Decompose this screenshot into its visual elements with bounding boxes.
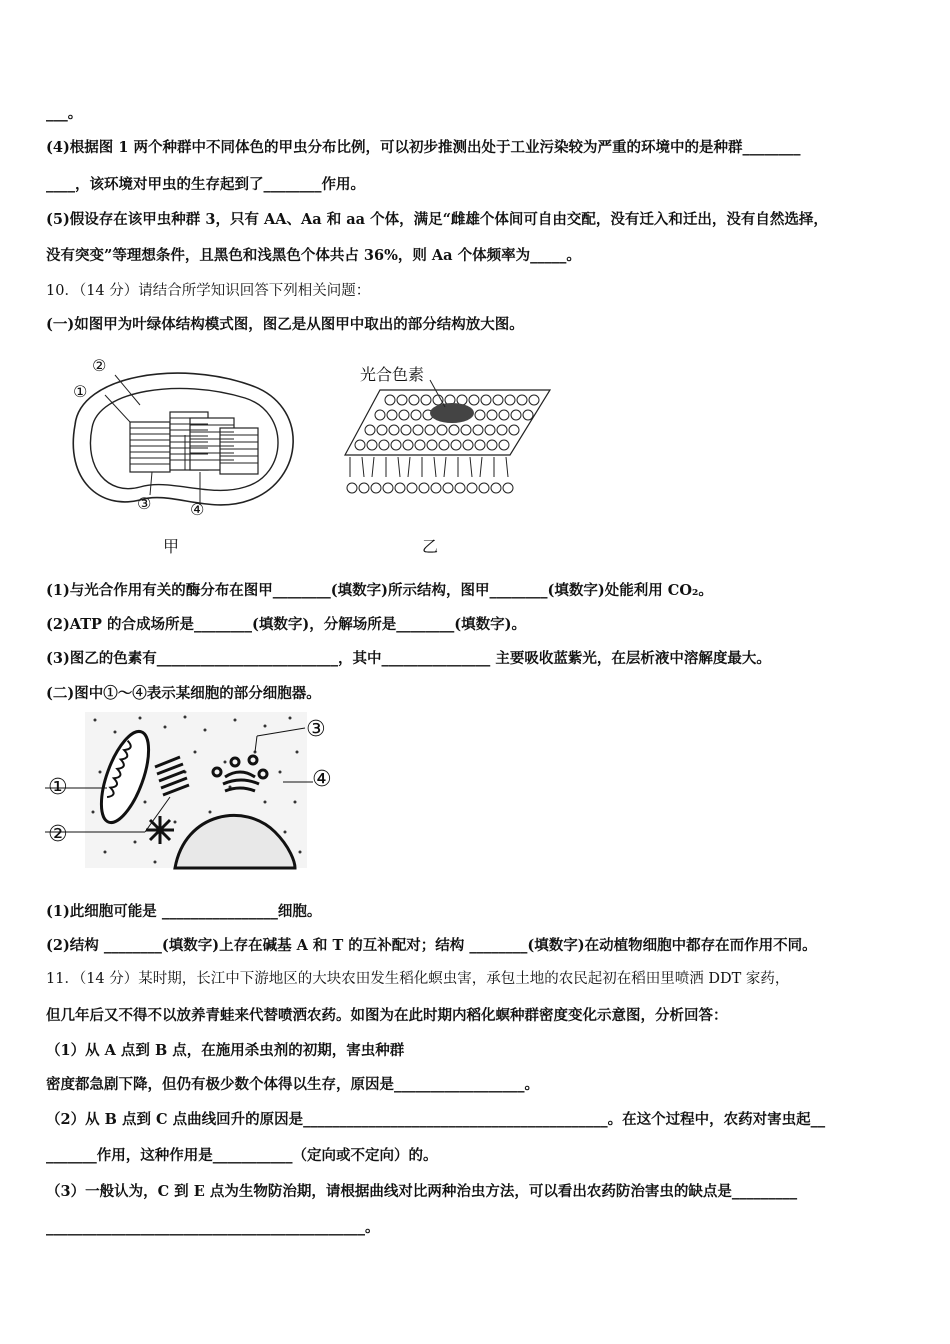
text-line: (5)假设存在该甲虫种群 3，只有 AA、Aa 和 aa 个体，满足“雌雄个体间可自由交配，没有迁入和迁出，没有自然选择， [46, 211, 828, 228]
text-line: (3)图乙的色素有_________________________，其中_______________ 主要吸收蓝紫光，在层析液中溶解度最大。 [46, 650, 771, 667]
text-line: (1)与光合作用有关的酶分布在图甲________(填数字)所示结构，图甲________(填数字)处能利用 CO₂。 [46, 582, 713, 599]
text-line: (4)根据图 1 两个种群中不同体色的甲虫分布比例，可以初步推测出处于工业污染较为严重的环境中的是种群________ [46, 139, 801, 156]
text-line: （3）一般认为，C 到 E 点为生物防治期，请根据曲线对比两种治虫方法，可以看出农药防治害虫的缺点是_________ [46, 1183, 798, 1200]
question-11-heading: 11．（14 分）某时期，长江中下游地区的大块农田发生稻化螟虫害，承包土地的农民起初在稻田里喷洒 DDT 家药， [46, 971, 790, 987]
label-3: ③ [137, 494, 152, 513]
thylakoid-membrane-diagram [340, 385, 555, 505]
label-1: ① [73, 382, 88, 401]
text-line: ____，该环境对甲虫的生存起到了________作用。 [46, 176, 365, 193]
chloroplast-diagram [60, 350, 310, 560]
cell-organelles-diagram [85, 712, 310, 870]
text-line: （2）从 B 点到 C 点曲线回升的原因是__________________________________________。在这个过程中，农药对害虫起__ [46, 1111, 826, 1128]
label-2: ② [92, 356, 107, 375]
text-line: (一)如图甲为叶绿体结构模式图，图乙是从图甲中取出的部分结构放大图。 [46, 316, 524, 333]
text-line: _______作用，这种作用是___________（定向或不定向）的。 [46, 1147, 438, 1164]
text-line: (二)图中①～④表示某细胞的部分细胞器。 [46, 685, 321, 702]
pigment-label: 光合色素 [360, 365, 425, 384]
text-line: （1）从 A 点到 B 点，在施用杀虫剂的初期，害虫种群 [46, 1042, 405, 1059]
text-line: (2)结构 ________(填数字)上存在碱基 A 和 T 的互补配对；结构 ________(填数字)在动植物细胞中都存在而作用不同。 [46, 937, 817, 954]
label-1: ① [48, 775, 68, 800]
label-2: ② [48, 822, 68, 847]
caption-yi: 乙 [422, 537, 439, 556]
text-line: (2)ATP 的合成场所是________(填数字)，分解场所是________(填数字)。 [46, 616, 526, 633]
label-4: ④ [190, 500, 205, 519]
text-line: ___。 [46, 105, 83, 122]
text-line: 没有突变”等理想条件，且黑色和浅黑色个体共占 36%，则 Aa 个体频率为_____。 [46, 247, 581, 264]
question-10-heading: 10．（14 分）请结合所学知识回答下列相关问题： [46, 283, 371, 299]
text-line: 密度都急剧下降，但仍有极少数个体得以生存，原因是__________________。 [46, 1076, 539, 1093]
text-line: (1)此细胞可能是 ________________细胞。 [46, 903, 322, 920]
text-line: ____________________________________________。 [46, 1219, 380, 1236]
text-line: 但几年后又不得不以放养青蛙来代替喷洒农药。如图为在此时期内稻化螟种群密度变化示意图，分析回答： [46, 1007, 728, 1024]
caption-jia: 甲 [163, 537, 180, 556]
label-3: ③ [306, 717, 326, 742]
label-4: ④ [312, 767, 332, 792]
